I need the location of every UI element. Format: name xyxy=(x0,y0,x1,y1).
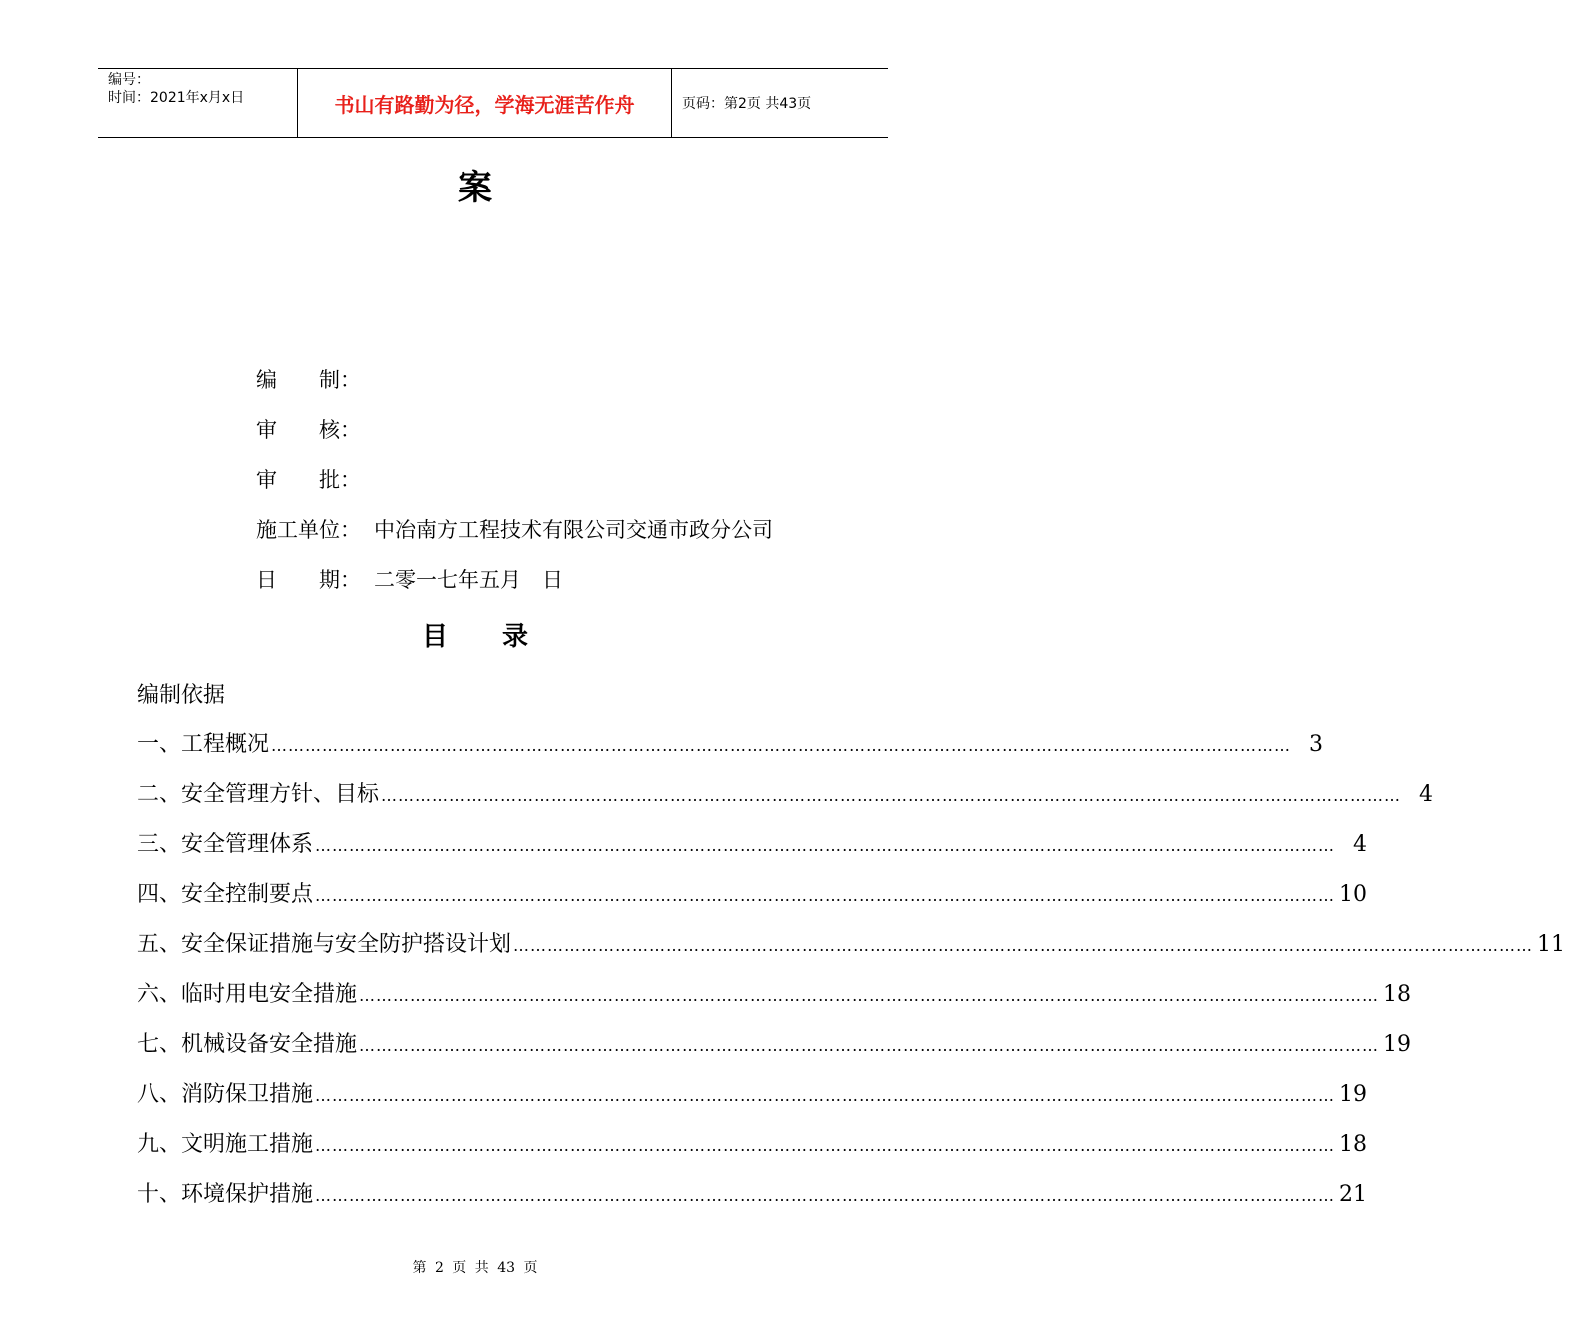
toc-item-page: 3 xyxy=(1309,732,1324,757)
toc-item-page: 19 xyxy=(1383,1032,1412,1057)
toc-item-page: 10 xyxy=(1339,882,1368,907)
page-header xyxy=(98,68,888,138)
toc-item-page: 4 xyxy=(1419,782,1434,807)
page-footer: 第 2 页 共 43 页 xyxy=(412,1260,538,1276)
toc-list xyxy=(137,725,1566,1225)
meta-label: 审 核： xyxy=(256,418,361,442)
toc-item xyxy=(137,875,1368,925)
toc-item-page: 21 xyxy=(1339,1182,1368,1207)
toc-title: 目录 xyxy=(421,622,582,652)
meta-label: 编 制： xyxy=(256,368,361,392)
toc-leader-dots: ……………………………………………………………………………………………………………………………………………………………… xyxy=(315,836,1336,855)
toc-item-page: 18 xyxy=(1383,982,1412,1007)
toc-item xyxy=(137,925,1566,975)
meta-row-review xyxy=(256,405,773,455)
toc-leader-dots: ……………………………………………………………………………………………………………………………………………………………… xyxy=(315,1136,1336,1155)
toc-item-text: 三、安全管理体系 xyxy=(137,832,314,857)
toc-item-text: 十、环境保护措施 xyxy=(137,1182,314,1207)
toc-leader-dots: ……………………………………………………………………………………………………………………………………………………………… xyxy=(359,986,1380,1005)
toc-item-text: 一、工程概况 xyxy=(137,732,270,757)
toc-item-text: 七、机械设备安全措施 xyxy=(137,1032,358,1057)
header-motto: 书山有路勤为径，学海无涯苦作舟 xyxy=(298,69,672,137)
meta-value: 二零一七年五月 日 xyxy=(374,568,563,592)
toc-leader-dots: ……………………………………………………………………………………………………………………………………………………………… xyxy=(315,1086,1336,1105)
toc-item xyxy=(137,975,1412,1025)
header-meta-cell xyxy=(98,69,298,137)
meta-row-unit xyxy=(256,505,773,555)
toc-item xyxy=(137,1025,1412,1075)
toc-item-text: 八、消防保卫措施 xyxy=(137,1082,314,1107)
toc-item-text: 五、安全保证措施与安全防护搭设计划 xyxy=(137,932,512,957)
meta-label: 日 期： xyxy=(256,568,361,592)
toc-item-page: 4 xyxy=(1353,832,1368,857)
toc-item xyxy=(137,775,1434,825)
toc-item-text: 二、安全管理方针、目标 xyxy=(137,782,380,807)
toc-item xyxy=(137,1125,1368,1175)
toc-item xyxy=(137,725,1324,775)
toc-leader-dots: ……………………………………………………………………………………………………………………………………………………………… xyxy=(315,1186,1336,1205)
toc-leader-dots: ……………………………………………………………………………………………………………………………………………………………… xyxy=(315,886,1336,905)
meta-value: 中冶南方工程技术有限公司交通市政分公司 xyxy=(374,518,773,542)
toc-leader-dots: ……………………………………………………………………………………………………………………………………………………………… xyxy=(513,936,1534,955)
toc-basis: 编制依据 xyxy=(137,683,226,708)
toc-leader-dots: ……………………………………………………………………………………………………………………………………………………………… xyxy=(271,736,1292,755)
toc-item xyxy=(137,1175,1368,1225)
toc-item xyxy=(137,825,1368,875)
toc-leader-dots: ……………………………………………………………………………………………………………………………………………………………… xyxy=(381,786,1402,805)
toc-item-text: 九、文明施工措施 xyxy=(137,1132,314,1157)
header-time-label: 时间：2021年x月x日 xyxy=(108,90,245,106)
toc-item-text: 六、临时用电安全措施 xyxy=(137,982,358,1007)
approval-block xyxy=(256,355,773,605)
toc-item xyxy=(137,1075,1368,1125)
header-page-info: 页码：第2页 共43页 xyxy=(682,96,812,112)
meta-label: 施工单位： xyxy=(256,518,361,542)
header-number-label: 编号： xyxy=(108,72,150,88)
toc-item-page: 19 xyxy=(1339,1082,1368,1107)
toc-item-page: 11 xyxy=(1537,932,1566,957)
toc-leader-dots: ……………………………………………………………………………………………………………………………………………………………… xyxy=(359,1036,1380,1055)
doc-title: 案 xyxy=(458,168,492,208)
meta-row-approve xyxy=(256,455,773,505)
meta-label: 审 批： xyxy=(256,468,361,492)
meta-row-compile xyxy=(256,355,773,405)
toc-item-text: 四、安全控制要点 xyxy=(137,882,314,907)
toc-item-page: 18 xyxy=(1339,1132,1368,1157)
meta-row-date xyxy=(256,555,773,605)
